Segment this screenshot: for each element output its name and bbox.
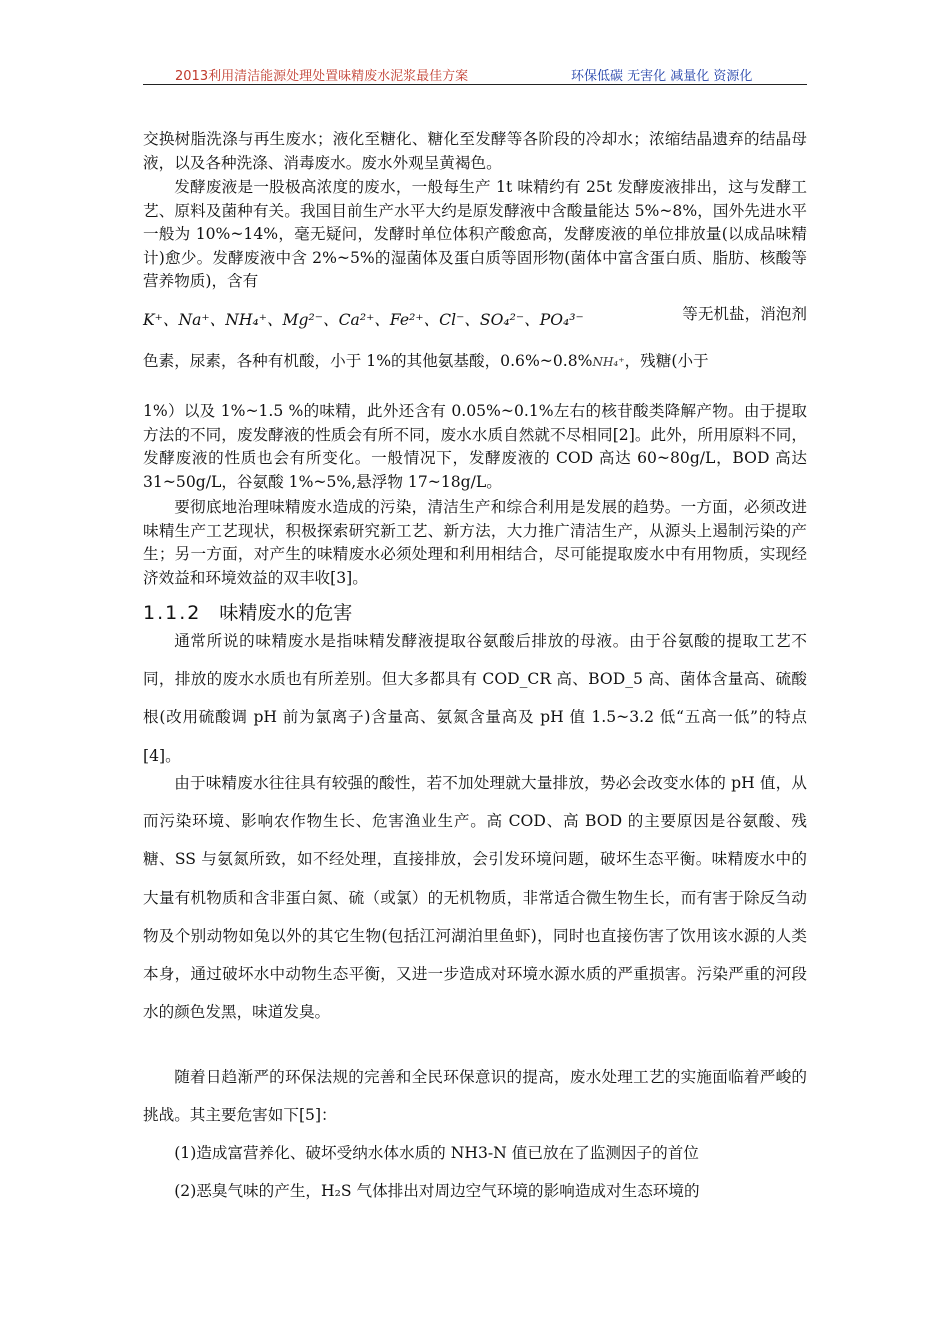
- paragraph-3: [143, 350, 807, 375]
- paragraph-1: 交换树脂洗涤与再生废水；液化至糖化、糖化至发酵等各阶段的冷却水；浓缩结晶遗弃的结晶母液，以及各种洗涤、消毒废水。废水外观呈黄褐色。: [143, 130, 807, 172]
- paragraph-2: 发酵废液是一股极高浓度的废水，一般每生产 1t 味精约有 25t 发酵废液排出，这与发酵工艺、原料及菌种有关。我国目前生产水平大约是原发酵液中含酸量能达 5%~8%，国外先进水平一般为 10%~14%，毫无疑问，发酵时单位体积产酸愈高，发酵废液的单位排放量(以成品味精计)愈少。发酵废液中含 2%~5%的湿菌体及蛋白质等固形物(菌体中富含蛋白质、脂肪、核酸等营养物质)，含有: [143, 178, 807, 290]
- paragraph-8: 随着日趋渐严的环保法规的完善和全民环保意识的提高，废水处理工艺的实施面临着严峻的挑战。其主要危害如下[5]：: [143, 1068, 807, 1125]
- section-number: 1.1.2: [143, 602, 202, 624]
- header-tagline: 环保低碳 无害化 减量化 资源化: [571, 69, 753, 84]
- ion-formula-line: [143, 305, 807, 342]
- section-title: 味精废水的危害: [219, 602, 353, 624]
- paragraph-5: 要彻底地治理味精废水造成的污染，清洁生产和综合利用是发展的趋势。一方面，必须改进味精生产工艺现状，积极探索研究新工艺、新方法，大力推广清洁生产，从源头上遏制污染的产生；另一方面，对产生的味精废水必须处理和利用相结合，尽可能提取废水中有用物质，实现经济效益和环境效益的双丰收[3]。: [143, 498, 807, 587]
- ammonium-formula: NH₄⁺: [592, 355, 625, 369]
- paragraph-3-b: ，残糖(小于: [624, 352, 709, 370]
- section-heading: [143, 598, 352, 625]
- paragraph-4: 1%）以及 1%~1.5 %的味精，此外还含有 0.05%~0.1%左右的核苷酸类降解产物。由于提取方法的不同，废发酵液的性质会有所不同，废水水质自然就不尽相同[2]。此外，所用原料不同，发酵废液的性质也会有所变化。一般情况下，发酵废液的 COD 高达 60~80g/L，BOD 高达 31~50g/L，谷氨酸 1%~5%,悬浮物 17~18g/L。: [143, 402, 807, 491]
- ion-line-tail: 等无机盐，消泡剂: [682, 305, 807, 323]
- header-title: 2013利用清洁能源处理处置味精废水泥浆最佳方案: [175, 69, 469, 84]
- paragraph-6: 通常所说的味精废水是指味精发酵液提取谷氨酸后排放的母液。由于谷氨酸的提取工艺不同，排放的废水水质也有所差别。但大多都具有 COD_CR 高、BOD_5 高、菌体含量高、硫酸根(改用硫酸调 pH 前为氯离子)含量高、氨氮含量高及 pH 值 1.5~3.2 低“五高一低”的特点[4]。: [143, 632, 807, 765]
- paragraph-3-a: 色素，尿素，各种有机酸，小于 1%的其他氨基酸，0.6%~0.8%: [143, 352, 593, 370]
- paragraph-7: 由于味精废水往往具有较强的酸性，若不加处理就大量排放，势必会改变水体的 pH 值，从而污染环境、影响农作物生长、危害渔业生产。高 COD、高 BOD 的主要原因是谷氨酸、残糖、SS 与氨氮所致，如不经处理，直接排放，会引发环境问题，破坏生态平衡。味精废水中的大量有机物质和含非蛋白氮、硫（或氯）的无机物质，非常适合微生物生长，而有害于除反刍动物及个别动物如兔以外的其它生物(包括江河湖泊里鱼虾)，同时也直接伤害了饮用该水源的人类本身，通过破坏水中动物生态平衡，又进一步造成对环境水源水质的严重损害。污染严重的河段水的颜色发黑，味道发臭。: [143, 774, 807, 1022]
- list-item-2: (2)恶臭气味的产生，H₂S 气体排出对周边空气环境的影响造成对生态环境的: [174, 1182, 700, 1200]
- page-header: [143, 64, 807, 85]
- ion-list: K⁺、Na⁺、NH₄⁺、Mg²⁻、Ca²⁺、Fe²⁺、Cl⁻、SO₄²⁻、PO₄³⁻: [143, 311, 584, 329]
- list-item-1: (1)造成富营养化、破坏受纳水体水质的 NH3-N 值已放在了监测因子的首位: [174, 1144, 699, 1162]
